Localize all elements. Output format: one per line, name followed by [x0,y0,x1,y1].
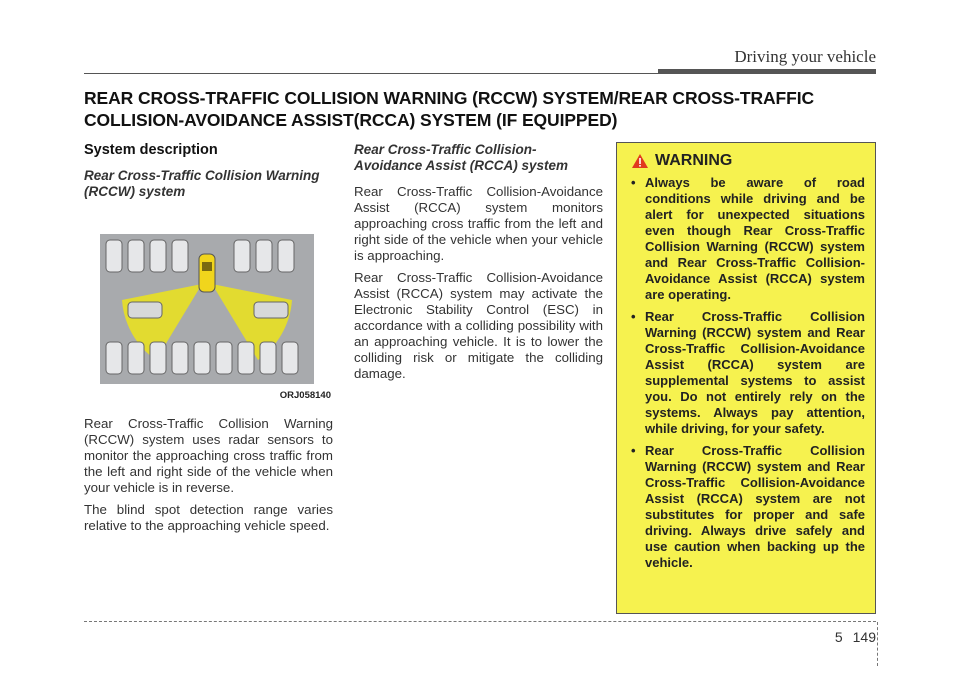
footer-rule [84,621,876,622]
rccw-subheading: Rear Cross-Traffic Collision Warning (RCCW) system [84,168,320,199]
rcca-paragraph-1: Rear Cross-Traffic Collision-Avoidance Assist (RCCA) system monitors approaching cross traffic from the left and right side of the vehicle when your vehicle is approaching. [354,184,603,263]
column-left [84,142,333,540]
rccw-illustration [84,210,333,406]
column-middle [354,142,603,388]
system-description-heading: System description [84,142,218,158]
warning-title: WARNING [655,152,733,169]
page-number [835,629,876,645]
running-header: Driving your vehicle [734,47,876,66]
header-rule-thick [658,69,876,74]
rccw-paragraph-1: Rear Cross-Traffic Collision Warning (RCCW) system uses radar sensors to monitor the approaching cross traffic from the left and right side of the vehicle when your vehicle is in reverse. [84,416,333,495]
own-vehicle-window [202,262,212,271]
warning-item: • Rear Cross-Traffic Collision Warning (RCCW) system and Rear Cross-Traffic Collision-Avoidance Assist (RCCA) system are not substitutes for proper and safe driving. Always drive safely and use caution when backing up the vehicle. [631,443,865,571]
rcca-paragraph-2: Rear Cross-Traffic Collision-Avoidance Assist (RCCA) system may activate the Electronic Stability Control (ESC) in accordance with a colliding possibility with an approaching vehicle. It is to lower the colliding risk or mitigate the colliding damage. [354,270,603,381]
page-number-value: 149 [852,629,876,645]
rccw-paragraph-2: The blind spot detection range varies relative to the approaching vehicle speed. [84,502,333,533]
warning-header [631,153,865,169]
warning-item: • Always be aware of road conditions while driving and be alert for unexpected situations even though Rear Cross-Traffic Collision Warning (RCCW) system and Rear Cross-Traffic Collision-Avoidance Assist (RCCA) system are operating. [631,175,865,303]
warning-item: • Rear Cross-Traffic Collision Warning (RCCW) system and Rear Cross-Traffic Collision-Avoidance Assist (RCCA) system are supplemental systems to assist you. Do not entirely rely on the systems. Always pay attention, while driving, for your safety. [631,309,865,437]
approaching-car-left [128,302,162,318]
chapter-number: 5 [834,629,843,645]
parking-lot-diagram [84,210,333,406]
parked-cars-bottom [106,342,298,374]
footer-divider [877,622,878,666]
rcca-subheading: Rear Cross-Traffic Collision-Avoidance Assist (RCCA) system [354,142,569,173]
warning-box [616,142,876,614]
section-title: REAR CROSS-TRAFFIC COLLISION WARNING (RCCW) SYSTEM/REAR CROSS-TRAFFIC COLLISION-AVOIDANCE ASSIST(RCCA) SYSTEM (IF EQUIPPED) [84,88,815,130]
figure-caption: ORJ058140 [279,390,331,401]
own-vehicle [199,254,215,292]
approaching-car-right [254,302,288,318]
warning-triangle-icon [631,153,649,169]
